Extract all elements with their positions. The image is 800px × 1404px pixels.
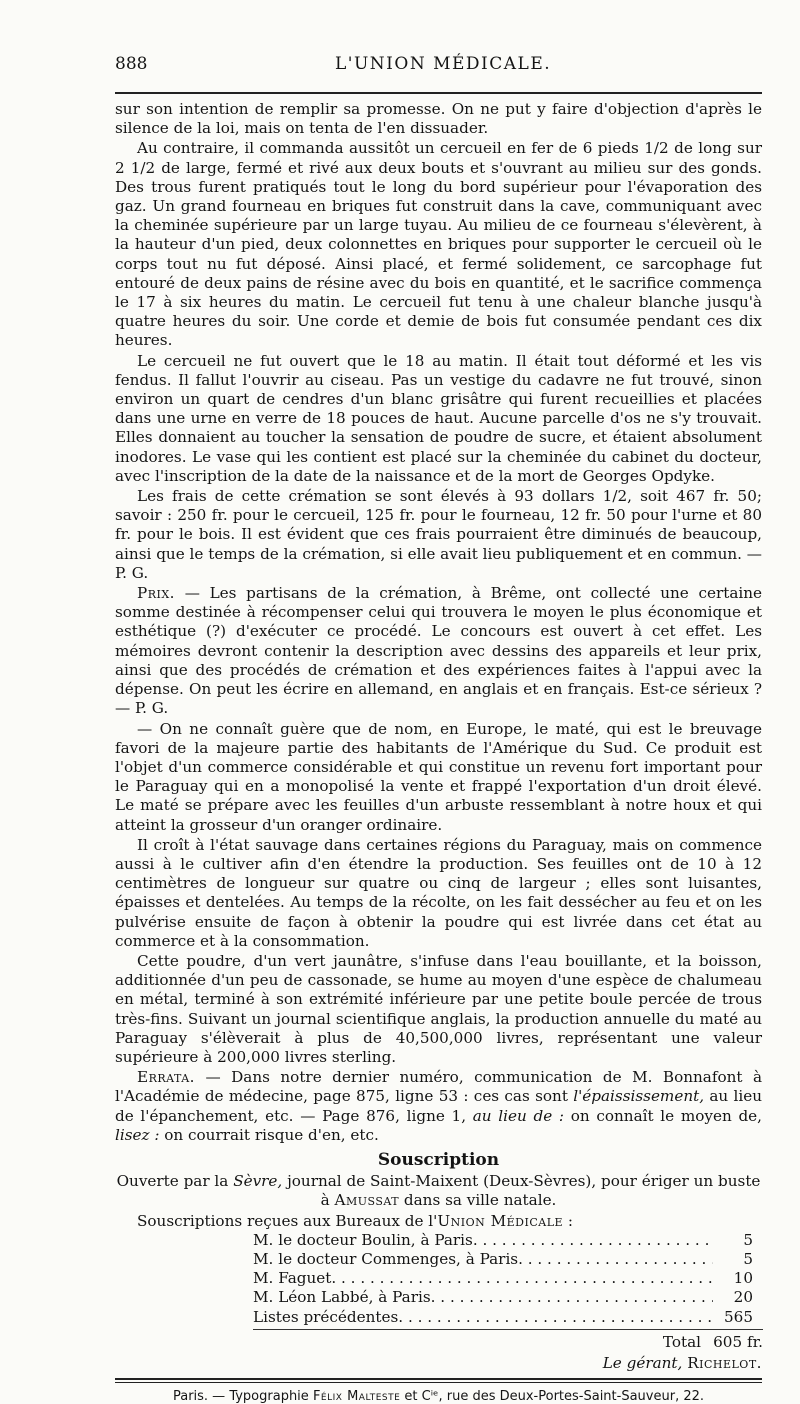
prix-paragraph (115, 584, 762, 718)
gerant-name: Richelot. (687, 1353, 762, 1372)
running-title: L'UNION MÉDICALE. (335, 54, 552, 74)
prix-text: — Les partisans de la crémation, à Brême, ont collecté une certaine somme destinée à récompenser celui qui trouvera le moyen le plus économique et esthétique (?) d'exécuter ce procédé. Le concours est ouvert à cet effet. Les mémoires devront contenir la description avec dessins des appareils et leur prix, ainsi que des procédés de crémation et des expériences faites à l'appui avec la dépense. On peut les écrire en allemand, en anglais et en français. Est-ce sérieux ? — P. G. (115, 584, 762, 718)
paragraph: sur son intention de remplir sa promesse. On ne put y faire d'objection d'après le silence de la loi, mais on tenta de l'en dissuader. (115, 100, 762, 138)
list-item (253, 1231, 753, 1250)
subscriber-name: M. Faguet (253, 1269, 332, 1288)
subscriber-list (253, 1231, 753, 1327)
subscriber-amount: 10 (733, 1269, 753, 1288)
subscriber-amount: 5 (743, 1249, 753, 1268)
errata-italic: au lieu de : (472, 1106, 565, 1125)
dot-leader (518, 1250, 713, 1269)
list-item (253, 1308, 753, 1327)
subscriber-amount: 5 (743, 1230, 753, 1249)
gerant-signature (115, 1354, 762, 1373)
souscription-title: Souscription (377, 1149, 500, 1170)
article-body (115, 100, 762, 1373)
souscription-intro (115, 1172, 762, 1210)
page-number: 888 (115, 54, 148, 74)
list-item (253, 1288, 753, 1307)
footer-rule-thin (115, 1382, 762, 1383)
paragraph: Le cercueil ne fut ouvert que le 18 au matin. Il était tout déformé et les vis fendus. Il fallut l'ouvrir au ciseau. Pas un vestige du cadavre ne fut trouvé, sinon environ un quart de cendres d'un blanc grisâtre qui furent recueillies et placées dans une urne en verre de 18 pouces de haut. Aucune parcelle d'os ne s'y trouvait. Elles donnaient au toucher la sensation de poudre de sucre, et étaient absolument inodores. Le vase qui les contient est placé sur la cheminée du cabinet du docteur, avec l'inscription de la date de la naissance et de la mort de Georges Opdyke. (115, 351, 762, 485)
printer-text: et Cⁱᵉ, rue des Deux-Portes-Saint-Sauveur, 22. (400, 1389, 705, 1404)
list-item (253, 1269, 753, 1288)
subscriber-name: M. le docteur Boulin, à Paris (253, 1230, 473, 1249)
total-label: Total (662, 1332, 701, 1351)
paragraph: — On ne connaît guère que de nom, en Europe, le maté, qui est le breuvage favori de la majeure partie des habitants de l'Amérique du Sud. Ce produit est l'objet d'un commerce considérable et qui constitue un revenu fort important pour le Paraguay qui en a monopolisé la vente et frappé l'exportation d'un droit élevé. Le maté se prépare avec les feuilles d'un arbuste ressemblant à notre houx et qui atteint la grosseur d'un oranger ordinaire. (115, 719, 762, 834)
total-amount: 605 fr. (713, 1332, 763, 1351)
gerant-label: Le gérant, (602, 1353, 683, 1372)
printer-imprint (115, 1389, 762, 1404)
received-text: Souscriptions reçues aux Bureaux de l' (137, 1211, 438, 1230)
errata-italic: l'épaississement, (573, 1087, 705, 1106)
subscriber-amount: 20 (733, 1288, 753, 1307)
intro-text: Ouverte par la (116, 1172, 234, 1191)
subscriber-amount: 565 (724, 1307, 753, 1326)
subscriber-name: Listes précédentes (253, 1307, 399, 1326)
received-text: : (563, 1211, 573, 1230)
header-rule (115, 92, 762, 94)
page-header (115, 54, 762, 88)
footer-rule (115, 1378, 762, 1380)
journal-name: Sèvre, (233, 1172, 283, 1191)
subscriber-name: M. le docteur Commenges, à Paris (253, 1249, 519, 1268)
dot-leader (431, 1288, 713, 1307)
dot-leader (331, 1269, 713, 1288)
errata-text: on connaît le moyen de, (564, 1106, 762, 1125)
dot-leader (398, 1308, 713, 1327)
honoree-name: Amussat (334, 1191, 400, 1210)
dot-leader (473, 1231, 713, 1250)
subscription-total (253, 1329, 763, 1352)
printer-name: Félix Malteste (312, 1389, 401, 1404)
paragraph: Il croît à l'état sauvage dans certaines régions du Paraguay, mais on commence aussi à le cultiver afin d'en étendre la production. Ses feuilles ont de 10 à 12 centimètres de longueur sur quatre ou cinq de largeur ; elles sont luisantes, épaisses et dentelées. Au temps de la récolte, on les fait dessécher au feu et on les pulvérise ensuite de façon à obtenir la poudre qui est livrée dans cet état au commerce et à la consommation. (115, 835, 762, 950)
prix-label: Prix. (137, 584, 176, 603)
paragraph: Au contraire, il commanda aussitôt un cercueil en fer de 6 pieds 1/2 de long sur 2 1/2 de large, fermé et rivé aux deux bouts et s'ouvrant au milieu sur des gonds. Des trous furent pratiqués tout le long du bord supérieur pour l'évaporation des gaz. Un grand fourneau en briques fut construit dans la cave, communiquant avec la cheminée supérieure par un large tuyau. Au milieu de ce fourneau s'élevèrent, à la hauteur d'un pied, deux colonnettes en briques pour supporter le cercueil où le corps tout nu fut déposé. Ainsi placé, et fermé solidement, ce sarcophage fut entouré de deux pains de résine avec du bois en quantité, et le sacrifice commença le 17 à six heures du matin. Le cercueil fut tenu à une chaleur blanche jusqu'à quatre heures du soir. Une corde et demie de bois fut consumée pendant ces dix heures. (115, 139, 762, 350)
errata-text: — Dans notre dernier numéro, communication de M. Bonnafont à l'Académie de médecine, page 875, ligne 53 : ces cas sont (115, 1068, 762, 1106)
errata-label: Errata. (137, 1068, 196, 1087)
paragraph: Cette poudre, d'un vert jaunâtre, s'infuse dans l'eau bouillante, et la boisson, additionnée d'un peu de cassonade, se hume au moyen d'une espèce de chalumeau en métal, terminé à son extrémité inférieure par une petite boule percée de trous très-fins. Suivant un journal scientifique anglais, la production annuelle du maté au Paraguay s'élèverait à plus de 40,500,000 livres, représentant une valeur supérieure à 200,000 livres sterling. (115, 951, 762, 1066)
intro-text: dans sa ville natale. (399, 1191, 557, 1210)
subscriber-name: M. Léon Labbé, à Paris (253, 1288, 431, 1307)
souscription-received (115, 1212, 762, 1231)
errata-text: on courrait risque d'en, etc. (159, 1125, 379, 1144)
errata-text: au lieu de l'épanchement, etc. — Page 876, ligne 1, (115, 1087, 762, 1125)
journal-name: Union Médicale (437, 1211, 564, 1230)
list-item (253, 1250, 753, 1269)
errata-paragraph (115, 1068, 762, 1145)
intro-text: journal de Saint-Maixent (Deux-Sèvres), pour ériger un buste à (282, 1172, 761, 1210)
paragraph: Les frais de cette crémation se sont élevés à 93 dollars 1/2, soit 467 fr. 50; savoir : 250 fr. pour le cercueil, 125 fr. pour le fourneau, 12 fr. 50 pour l'urne et 80 fr. pour le bois. Il est évident que ces frais pourraient être diminués de beaucoup, ainsi que le temps de la crémation, si elle avait lieu publiquement et en commun. — P. G. (115, 487, 762, 582)
errata-italic: lisez : (115, 1125, 160, 1144)
printer-text: Paris. — Typographie (172, 1389, 313, 1404)
